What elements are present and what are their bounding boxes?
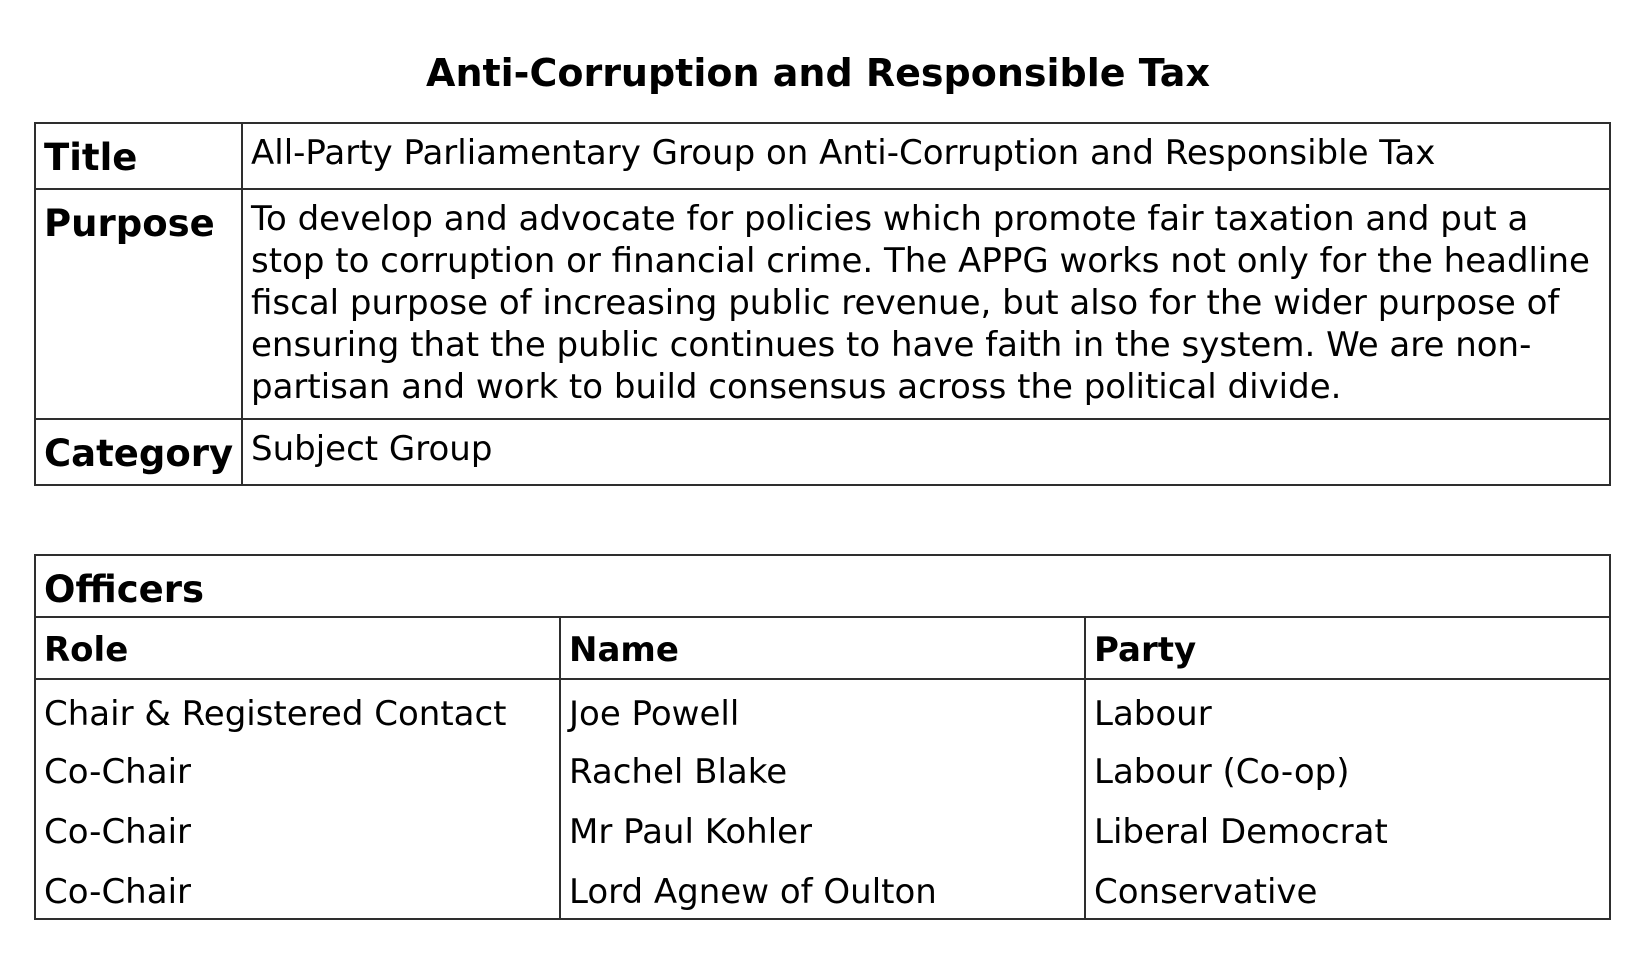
officer-party: Liberal Democrat: [1085, 800, 1610, 860]
officers-heading: Officers: [35, 555, 1610, 617]
officer-party: Labour: [1085, 679, 1610, 740]
officer-party: Conservative: [1085, 860, 1610, 919]
table-row: [35, 860, 1610, 919]
category-value: Subject Group: [242, 419, 1610, 485]
details-row-category: [35, 419, 1610, 485]
officer-name: Rachel Blake: [560, 740, 1085, 800]
officer-role: Co-Chair: [35, 740, 560, 800]
officers-header-row: [35, 617, 1610, 679]
purpose-label: Purpose: [35, 189, 242, 419]
category-label: Category: [35, 419, 242, 485]
officer-name: Lord Agnew of Oulton: [560, 860, 1085, 919]
title-value: All-Party Parliamentary Group on Anti-Corruption and Responsible Tax: [242, 123, 1610, 189]
column-header-name: Name: [560, 617, 1085, 679]
table-row: [35, 679, 1610, 740]
details-row-title: [35, 123, 1610, 189]
details-row-purpose: [35, 189, 1610, 419]
officer-name: Mr Paul Kohler: [560, 800, 1085, 860]
column-header-role: Role: [35, 617, 560, 679]
table-row: [35, 740, 1610, 800]
table-row: [35, 800, 1610, 860]
officer-role: Chair & Registered Contact: [35, 679, 560, 740]
officer-role: Co-Chair: [35, 800, 560, 860]
title-label: Title: [35, 123, 242, 189]
group-details-table: [34, 122, 1611, 486]
column-header-party: Party: [1085, 617, 1610, 679]
officer-party: Labour (Co-op): [1085, 740, 1610, 800]
officer-name: Joe Powell: [560, 679, 1085, 740]
officers-heading-row: [35, 555, 1610, 617]
page-title: Anti-Corruption and Responsible Tax: [426, 51, 1210, 95]
purpose-value: To develop and advocate for policies which promote fair taxation and put a stop to corruption or financial crime. The APPG works not only for the headline fiscal purpose of increasing public revenue, but also for the wider purpose of ensuring that the public continues to have faith in the system. We are non-partisan and work to build consensus across the political divide.: [242, 189, 1610, 419]
officer-role: Co-Chair: [35, 860, 560, 919]
officers-table: [34, 554, 1611, 920]
